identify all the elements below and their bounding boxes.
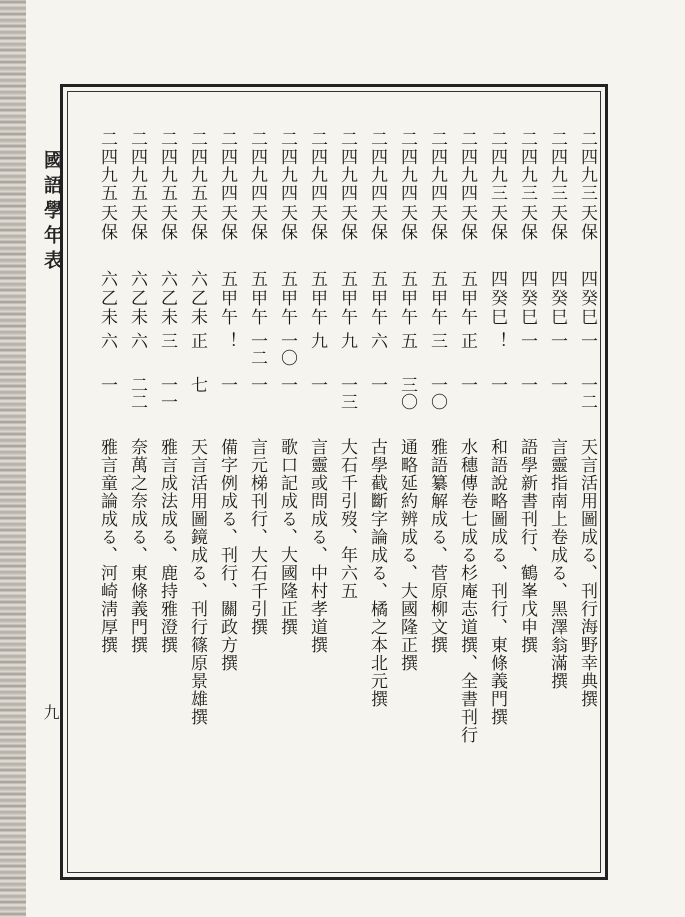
western-year: 二四九四: [247, 130, 267, 202]
western-year: 二四九四: [337, 130, 357, 202]
day: 一: [97, 376, 117, 393]
event-text: 言靈指南上卷成る、黑澤翁滿撰: [547, 438, 567, 690]
event-text: 水穗傳卷七成る杉庵志道撰、全書刊行: [457, 438, 477, 744]
event-text: 天言活用圖成る、刊行海野幸典撰: [577, 438, 597, 708]
western-year: 二四九三: [517, 130, 537, 202]
event-text: 天言活用圖鏡成る、刊行篠原景雄撰: [187, 438, 207, 726]
western-year: 二四九五: [127, 130, 147, 202]
era-year: 五甲午: [307, 270, 327, 327]
western-year: 二四九五: [187, 130, 207, 202]
era-name: 天保: [277, 204, 297, 242]
event-text: 古學截斷字論成る、橘之本北元撰: [367, 438, 387, 708]
era-year: 五甲午: [217, 270, 237, 327]
era-year: 四癸巳: [517, 270, 537, 327]
day: 一三: [337, 376, 357, 410]
table-row: [422, 120, 452, 840]
month: ！: [487, 332, 507, 349]
era-year: 五甲午: [277, 270, 297, 327]
era-year: 六乙未: [187, 270, 207, 327]
era-name: 天保: [127, 204, 147, 242]
western-year: 二四九四: [307, 130, 327, 202]
era-year: 五甲午: [427, 270, 447, 327]
month: 一二: [247, 332, 267, 366]
era-name: 天保: [307, 204, 327, 242]
day: 一一: [157, 376, 177, 410]
table-row: [92, 120, 122, 840]
table-row: [452, 120, 482, 840]
binding-edge: [0, 0, 26, 917]
month: 一〇: [277, 332, 297, 366]
table-row: [152, 120, 182, 840]
month: 正: [457, 332, 477, 349]
era-name: 天保: [187, 204, 207, 242]
era-name: 天保: [397, 204, 417, 242]
day: 一: [517, 376, 537, 393]
event-text: 歌口記成る、大國隆正撰: [277, 438, 297, 636]
day: 三〇: [397, 376, 417, 410]
era-name: 天保: [337, 204, 357, 242]
running-head: 國語學年表: [41, 150, 63, 275]
western-year: 二四九四: [397, 130, 417, 202]
month: 六: [97, 332, 117, 349]
table-row: [482, 120, 512, 840]
era-name: 天保: [97, 204, 117, 242]
month: 五: [397, 332, 417, 349]
table-row: [122, 120, 152, 840]
table-row: [302, 120, 332, 840]
month: 一: [517, 332, 537, 349]
event-text: 通略延約辨成る、大國隆正撰: [397, 438, 417, 672]
event-text: 語學新書刊行、鶴峯戊申撰: [517, 438, 537, 654]
era-name: 天保: [517, 204, 537, 242]
western-year: 二四九三: [577, 130, 597, 202]
month: ！: [217, 332, 237, 349]
era-year: 五甲午: [457, 270, 477, 327]
day: 一: [367, 376, 387, 393]
event-text: 言靈或問成る、中村孝道撰: [307, 438, 327, 654]
era-year: 五甲午: [337, 270, 357, 327]
event-text: 和語說略圖成る、刊行、東條義門撰: [487, 438, 507, 726]
day: 一: [247, 376, 267, 393]
table-row: [572, 120, 602, 840]
era-year: 五甲午: [397, 270, 417, 327]
era-name: 天保: [367, 204, 387, 242]
table-row: [242, 120, 272, 840]
era-year: 六乙未: [127, 270, 147, 327]
western-year: 二四九五: [97, 130, 117, 202]
month: 九: [337, 332, 357, 349]
western-year: 二四九四: [427, 130, 447, 202]
day: 一: [277, 376, 297, 393]
month: 九: [307, 332, 327, 349]
table-row: [182, 120, 212, 840]
western-year: 二四九四: [457, 130, 477, 202]
event-text: 雅言成法成る、鹿持雅澄撰: [157, 438, 177, 654]
era-name: 天保: [247, 204, 267, 242]
day: 一: [307, 376, 327, 393]
western-year: 二四九四: [217, 130, 237, 202]
table-row: [332, 120, 362, 840]
table-row: [362, 120, 392, 840]
day: 一: [217, 376, 237, 393]
western-year: 二四九三: [487, 130, 507, 202]
era-name: 天保: [157, 204, 177, 242]
month: 正: [187, 332, 207, 349]
table-row: [542, 120, 572, 840]
day: 七: [187, 376, 207, 393]
era-year: 四癸巳: [487, 270, 507, 327]
month: 三: [427, 332, 447, 349]
western-year: 二四九三: [547, 130, 567, 202]
western-year: 二四九四: [277, 130, 297, 202]
era-year: 四癸巳: [547, 270, 567, 327]
table-row: [512, 120, 542, 840]
event-text: 雅言童論成る、河崎淸厚撰: [97, 438, 117, 654]
era-year: 五甲午: [367, 270, 387, 327]
era-name: 天保: [457, 204, 477, 242]
month: 三: [157, 332, 177, 349]
page-number: 九: [41, 704, 60, 720]
event-text: 雅語纂解成る、菅原柳文撰: [427, 438, 447, 654]
month: 六: [127, 332, 147, 349]
table-row: [212, 120, 242, 840]
chronology-table: [82, 120, 602, 840]
month: 六: [367, 332, 387, 349]
era-year: 五甲午: [247, 270, 267, 327]
event-text: 大石千引歿、年六五: [337, 438, 357, 600]
month: 一: [577, 332, 597, 349]
era-year: 六乙未: [157, 270, 177, 327]
table-row: [392, 120, 422, 840]
table-row: [272, 120, 302, 840]
month: 一: [547, 332, 567, 349]
day: 一: [547, 376, 567, 393]
era-name: 天保: [487, 204, 507, 242]
day: 一二: [577, 376, 597, 410]
era-name: 天保: [577, 204, 597, 242]
western-year: 二四九四: [367, 130, 387, 202]
day: 一: [457, 376, 477, 393]
era-name: 天保: [427, 204, 447, 242]
day: 一〇: [427, 376, 447, 410]
era-name: 天保: [547, 204, 567, 242]
era-year: 六乙未: [97, 270, 117, 327]
event-text: 奈萬之奈成る、東條義門撰: [127, 438, 147, 654]
era-name: 天保: [217, 204, 237, 242]
western-year: 二四九五: [157, 130, 177, 202]
day: 二二: [127, 376, 147, 410]
day: 一: [487, 376, 507, 393]
era-year: 四癸巳: [577, 270, 597, 327]
event-text: 備字例成る、刊行、關政方撰: [217, 438, 237, 672]
event-text: 言元梯刊行、大石千引撰: [247, 438, 267, 636]
